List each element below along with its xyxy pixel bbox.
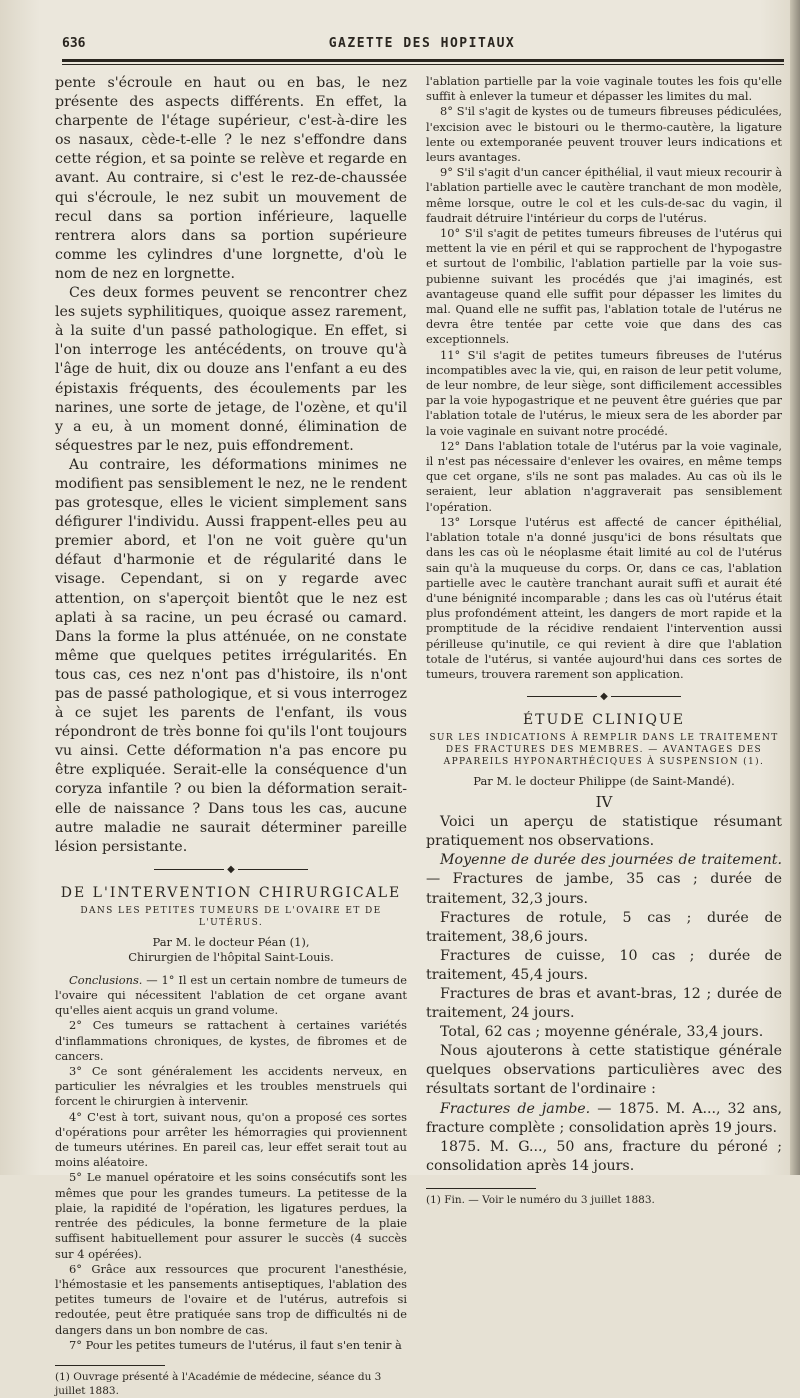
page-edge-shadow [790, 0, 800, 1175]
paragraph [426, 1100, 782, 1138]
paragraph-text: — 1875. M. A..., 32 ans, fracture complète ; consolidation après 19 jours. [426, 1100, 782, 1136]
author-role: Chirurgien de l'hôpital Saint-Louis. [128, 949, 334, 964]
section-subtitle: DANS LES PETITES TUMEURS DE L'OVAIRE ET DE L'UTÉRUS. [80, 905, 382, 928]
italic-heading: Fractures de jambe. [440, 1100, 591, 1117]
italic-heading: Moyenne de durée des journées de traitement. [440, 852, 782, 869]
footnote: (1) Ouvrage présenté à l'Académie de médecine, séance du 3 juillet 1883. [55, 1370, 382, 1397]
conclusion-item: 9° S'il s'agit d'un cancer épithélial, il vaut mieux recourir à l'ablation partielle avec le cautère tranchant de mon modèle, même lorsque, outre le col et les culs-de-sac du vagin, il faudrait détruire l'intérieur du corps de l'utérus. [426, 165, 782, 225]
footnote-rule [426, 1188, 536, 1189]
journal-title: GAZETTE DES HOPITAUX [328, 36, 516, 51]
header-rule-thin [62, 64, 784, 65]
paragraph: pente s'écroule en haut ou en bas, le nez présente des aspects différents. En effet, la charpente de l'étage supérieur, c'est-à-dire les os nasaux, cède-t-elle ? le nez s'effondre dans cette région, et sa pointe se relève et regarde en avant. Au contraire, si c'est le rez-de-chaussée qui s'écroule, le nez subit un mouvement de recul dans sa portion inférieure, laquelle rentrera alors dans sa portion supérieure comme les cylindres d'une lorgnette, d'où le nom de nez en lorgnette. [55, 75, 407, 282]
conclusion-item: 2° Ces tumeurs se rattachent à certaines variétés d'inflammations chroniques, de kystes, de fibromes et de cancers. [55, 1018, 407, 1063]
section-separator: ◆ [426, 692, 782, 702]
paragraph: Au contraire, les déformations minimes ne modifient pas sensiblement le nez, ne le rendent pas grotesque, elles le vicient simplement sans défigurer l'individu. Aussi frappent-elles peu au premier abord, et l'on ne voit guère qu'un défaut d'harmonie et de régularité dans le visage. Cependant, si on y regarde avec attention, on s'aperçoit bientôt que le nez est aplati à sa racine, un peu écrasé ou camard. Dans la forme la plus atténuée, on ne constate même que quelques petites irrégularités. En tous cas, ces nez n'ont pas d'histoire, ils n'ont pas de passé pathologique, et si vous interrogez à ce sujet les parents de l'enfant, ils vous répondront de très bonne foi qu'ils l'ont toujours vu ainsi. Cette déformation n'a pas encore pu être expliquée. Serait-elle la conséquence d'un coryza infantile ? ou bien la déformation serait-elle de naissance ? Dans tous les cas, aucune autre maladie ne saurait déterminer pareille lésion persistante. [55, 456, 407, 855]
conclusion-item: 13° Lorsque l'utérus est affecté de cancer épithélial, l'ablation totale n'a donné jusqu'ici de bons résultats que dans les cas où le néoplasme était limité au col de l'utérus sain qu'à la muqueuse du corps. Or, dans ce cas, l'ablation partielle avec le cautère tranchant aurait suffi et aurait été d'une bénignité incomparable ; dans les cas où l'utérus était plus profondément atteint, les dangers de mort rapide et la promptitude de la récidive rendaient l'intervention aussi périlleuse qu'inutile, ce qui revient à dire que l'ablation totale de l'utérus, si vantée aujourd'hui dans ces sortes de tumeurs, trouvera rarement son application. [426, 514, 782, 681]
conclusion-text: — 1° Il est un certain nombre de tumeurs de l'ovaire qui nécessitent l'ablation de cet organe avant qu'elles aient acquis un grand volume. [55, 972, 407, 1018]
conclusion-item: 6° Grâce aux ressources que procurent l'anesthésie, l'hémostasie et les pansements antiseptiques, l'ablation des petites tumeurs de l'ovaire et de l'utérus, autrefois si redoutée, peut être pratiquée sans trop de difficultés ni de dangers dans un bon nombre de cas. [55, 1261, 407, 1337]
paragraph: Voici un aperçu de statistique résumant pratiquement nos observations. [426, 814, 782, 850]
conclusion-item: 10° S'il s'agit de petites tumeurs fibreuses de l'utérus qui mettent la vie en péril et qui se rapprochent de l'hypogastre et surtout de l'ombilic, l'ablation partielle par la voie sus-pubienne suivant les procédés que j'ai imaginés, est avantageuse quand elle suffit pour dépasser les limites du mal. Quand elle ne suffit pas, l'ablation totale de l'utérus ne devra être tentée par cette voie que dans des cas exceptionnels. [426, 226, 782, 347]
author-line: Par M. le docteur Péan (1), [152, 934, 310, 949]
footnote-rule [55, 1365, 165, 1366]
section-title: DE L'INTERVENTION CHIRURGICALE [60, 884, 402, 901]
paragraph: Ces deux formes peuvent se rencontrer chez les sujets syphilitiques, quoique assez rarement, à la suite d'un passé pathologique. En effet, si l'on interroge les antécédents, on trouve qu'à l'âge de huit, dix ou douze ans l'enfant a eu des épistaxis fréquents, des écoulements par les narines, une sorte de jetage, de l'ozène, et qu'il y a eu, à un moment donné, élimination de séquestres par le nez, puis effondrement. [55, 285, 407, 454]
conclusion-item: 4° C'est à tort, suivant nous, qu'on a proposé ces sortes d'opérations pour arrêter les hémorragies qui proviennent de tumeurs utérines. En pareil cas, leur effet serait tout au moins aléatoire. [55, 1109, 407, 1170]
paragraph: Total, 62 cas ; moyenne générale, 33,4 jours. [440, 1024, 764, 1041]
paragraph: 1875. M. G..., 50 ans, fracture du péroné ; consolidation après 14 jours. [426, 1138, 782, 1174]
paragraph [426, 851, 782, 908]
header-rule-thick [62, 59, 784, 62]
conclusion-item: l'ablation partielle par la voie vaginale toutes les fois qu'elle suffit à enlever la tumeur et dépasser les limites du mal. [426, 74, 782, 104]
paragraph: Fractures de bras et avant-bras, 12 ; durée de traitement, 24 jours. [426, 985, 782, 1022]
conclusion-item: 7° Pour les petites tumeurs de l'utérus, il faut s'en tenir à [69, 1337, 402, 1352]
footnote: (1) Fin. — Voir le numéro du 3 juillet 1883. [426, 1193, 655, 1206]
page-header [62, 36, 782, 56]
section-subtitle: SUR LES INDICATIONS À REMPLIR DANS LE TRAITEMENT DES FRACTURES DES MEMBRES. — AVANTAGES DES APPAREILS HYPONARTHÉCIQUES À SUSPENSION (1). [429, 733, 779, 768]
conclusions-label: Conclusions. [69, 972, 143, 987]
conclusion-item [55, 973, 407, 1019]
conclusion-item: 11° S'il s'agit de petites tumeurs fibreuses de l'utérus incompatibles avec la vie, qui, en raison de leur petit volume, de leur nombre, de leur siège, sont difficilement accessibles par la voie hypogastrique et ne peuvent être guéries que par l'ablation totale de l'utérus, le mieux sera de les aborder par la voie vaginale en suivant notre procédé. [426, 347, 782, 438]
conclusion-item: 3° Ce sont généralement les accidents nerveux, en particulier les névralgies et les troubles menstruels qui forcent le chirurgien à intervenir. [55, 1064, 407, 1109]
paragraph: Fractures de cuisse, 10 cas ; durée de traitement, 45,4 jours. [426, 947, 782, 983]
section-separator: ◆ [55, 865, 407, 875]
conclusion-item: 5° Le manuel opératoire et les soins consécutifs sont les mêmes que pour les grandes tumeurs. La petitesse de la plaie, la rapidité de l'opération, les ligatures perdues, la rentrée des pédicules, la bonne fermeture de la plaie suffisent habituellement pour assurer le succès (4 succès sur 4 opérées). [55, 1170, 407, 1261]
paragraph: Nous ajouterons à cette statistique générale quelques observations particulières avec des résultats sortant de l'ordinaire : [426, 1043, 782, 1098]
page-number: 636 [62, 36, 86, 51]
conclusion-item: 12° Dans l'ablation totale de l'utérus par la voie vaginale, il n'est pas nécessaire d'enlever les ovaires, en même temps que cet organe, s'ils ne sont pas malades. Au cas où ils le seraient, leur ablation n'aggraverait pas sensiblement l'opération. [426, 438, 782, 514]
section-title: ÉTUDE CLINIQUE [522, 712, 686, 729]
chapter-number: IV [595, 793, 613, 812]
right-column [426, 74, 782, 1207]
author-line: Par M. le docteur Philippe (de Saint-Mandé). [473, 774, 735, 789]
conclusion-item: 8° S'il s'agit de kystes ou de tumeurs fibreuses pédiculées, l'excision avec le bistouri ou le thermo-cautère, la ligature lente ou extemporanée peuvent trouver leurs indications et leurs avantages. [426, 104, 782, 165]
paragraph-text: — Fractures de jambe, 35 cas ; durée de traitement, 32,3 jours. [426, 871, 782, 907]
left-column [55, 74, 407, 1398]
paragraph: Fractures de rotule, 5 cas ; durée de traitement, 38,6 jours. [426, 909, 782, 945]
